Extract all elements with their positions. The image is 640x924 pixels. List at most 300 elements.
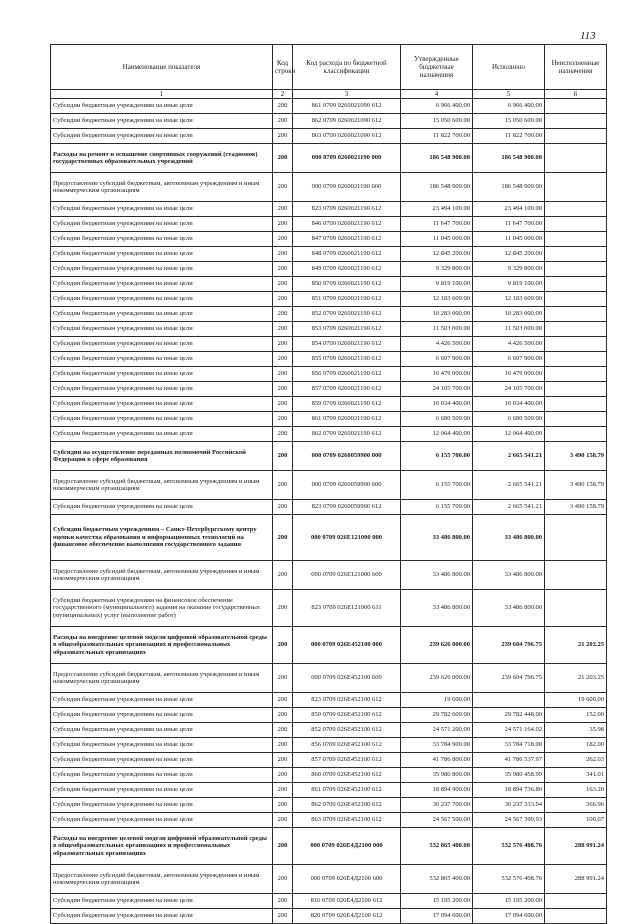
unexecuted-amount-cell: 288 991.24 bbox=[545, 865, 607, 894]
approved-amount-cell: 9 819 100.00 bbox=[401, 277, 473, 292]
line-code-cell: 200 bbox=[273, 114, 293, 129]
table-row bbox=[51, 813, 607, 828]
unexecuted-amount-cell bbox=[545, 397, 607, 412]
executed-amount-cell: 23 494 100.00 bbox=[473, 202, 545, 217]
budget-class-cell: 862 0709 0260021090 612 bbox=[293, 114, 401, 129]
executed-amount-cell: 33 486 800.00 bbox=[473, 561, 545, 590]
line-code-cell: 200 bbox=[273, 99, 293, 114]
approved-amount-cell: 532 865 400.00 bbox=[401, 865, 473, 894]
indicator-name-cell: Предоставление субсидий бюджетным, автономным учреждениям и иным некоммерческим организациям bbox=[51, 471, 273, 500]
line-code-cell: 200 bbox=[273, 664, 293, 693]
indicator-name-cell: Субсидии бюджетным учреждениям на иные цели bbox=[51, 783, 273, 798]
unexecuted-amount-cell bbox=[545, 129, 607, 144]
approved-amount-cell: 15 195 200.00 bbox=[401, 894, 473, 909]
indicator-name-cell: Субсидии бюджетным учреждениям на иные цели bbox=[51, 202, 273, 217]
budget-class-cell: 848 0709 0260021190 612 bbox=[293, 247, 401, 262]
budget-class-cell: 854 0709 0260021190 612 bbox=[293, 337, 401, 352]
budget-class-cell: 857 0709 026Е452100 612 bbox=[293, 753, 401, 768]
indicator-name-cell: Субсидии бюджетным учреждениям на иные цели bbox=[51, 367, 273, 382]
approved-amount-cell: 239 626 000.00 bbox=[401, 627, 473, 664]
header-budget-classification: Код расхода по бюджетной классификации bbox=[293, 45, 401, 90]
unexecuted-amount-cell bbox=[545, 217, 607, 232]
unexecuted-amount-cell: 152.00 bbox=[545, 708, 607, 723]
indicator-name-cell: Субсидии бюджетным учреждениям на иные цели bbox=[51, 693, 273, 708]
unexecuted-amount-cell bbox=[545, 114, 607, 129]
table-row bbox=[51, 202, 607, 217]
executed-amount-cell: 10 283 000.00 bbox=[473, 307, 545, 322]
line-code-cell: 200 bbox=[273, 561, 293, 590]
indicator-name-cell: Субсидии бюджетным учреждениям на иные цели bbox=[51, 738, 273, 753]
budget-class-cell: 859 0709 0260021190 612 bbox=[293, 397, 401, 412]
line-code-cell: 200 bbox=[273, 723, 293, 738]
approved-amount-cell: 4 426 500.00 bbox=[401, 337, 473, 352]
indicator-name-cell: Предоставление субсидий бюджетным, автономным учреждениям и иным некоммерческим организациям bbox=[51, 173, 273, 202]
executed-amount-cell: 239 604 796.75 bbox=[473, 664, 545, 693]
indicator-name-cell: Субсидии бюджетным учреждениям на финансовое обеспечение государственного (муниципального) задания на оказание государственных (муниципальных) услуг (выполнение работ) bbox=[51, 590, 273, 627]
executed-amount-cell: 41 786 537.97 bbox=[473, 753, 545, 768]
executed-amount-cell: 186 548 900.00 bbox=[473, 173, 545, 202]
indicator-name-cell: Субсидии бюджетным учреждениям на иные цели bbox=[51, 247, 273, 262]
budget-class-cell: 851 0709 0260021190 612 bbox=[293, 292, 401, 307]
line-code-cell: 200 bbox=[273, 277, 293, 292]
approved-amount-cell: 41 786 800.00 bbox=[401, 753, 473, 768]
unexecuted-amount-cell bbox=[545, 292, 607, 307]
executed-amount-cell: 15 195 200.00 bbox=[473, 894, 545, 909]
budget-class-cell: 000 0709 026Е121000 600 bbox=[293, 561, 401, 590]
line-code-cell: 200 bbox=[273, 262, 293, 277]
indicator-name-cell: Субсидии бюджетным учреждениям на иные цели bbox=[51, 292, 273, 307]
budget-class-cell: 823 0709 026Е452100 612 bbox=[293, 693, 401, 708]
unexecuted-amount-cell bbox=[545, 367, 607, 382]
budget-class-cell: 857 0709 0260021190 612 bbox=[293, 382, 401, 397]
table-row bbox=[51, 217, 607, 232]
table-row bbox=[51, 322, 607, 337]
executed-amount-cell: 2 665 541.21 bbox=[473, 500, 545, 515]
budget-class-cell: 853 0709 0260021190 612 bbox=[293, 322, 401, 337]
executed-amount-cell: 6 607 900.00 bbox=[473, 352, 545, 367]
unexecuted-amount-cell: 35.98 bbox=[545, 723, 607, 738]
indicator-name-cell: Расходы на ремонт и оснащение спортивных сооружений (стадионов) государственных образовательных учреждений bbox=[51, 144, 273, 173]
unexecuted-amount-cell: 19 600.00 bbox=[545, 693, 607, 708]
header-approved: Утвержденные бюджетные назначения bbox=[401, 45, 473, 90]
line-code-cell: 200 bbox=[273, 627, 293, 664]
line-code-cell: 200 bbox=[273, 442, 293, 471]
line-code-cell: 200 bbox=[273, 337, 293, 352]
indicator-name-cell: Предоставление субсидий бюджетным, автономным учреждениям и иным некоммерческим организациям bbox=[51, 664, 273, 693]
table-row bbox=[51, 500, 607, 515]
indicator-name-cell: Субсидии на осуществление переданных полномочий Российской Федерации в сфере образования bbox=[51, 442, 273, 471]
executed-amount-cell: 532 576 408.76 bbox=[473, 865, 545, 894]
line-code-cell: 200 bbox=[273, 412, 293, 427]
indicator-name-cell: Субсидии бюджетным учреждениям на иные цели bbox=[51, 337, 273, 352]
executed-amount-cell: 2 665 541.21 bbox=[473, 442, 545, 471]
unexecuted-amount-cell bbox=[545, 173, 607, 202]
budget-class-cell: 823 0709 0260021190 612 bbox=[293, 202, 401, 217]
line-code-cell: 200 bbox=[273, 232, 293, 247]
approved-amount-cell: 10 283 000.00 bbox=[401, 307, 473, 322]
unexecuted-amount-cell: 3 490 158.79 bbox=[545, 500, 607, 515]
budget-class-cell: 852 0709 026Е452100 612 bbox=[293, 723, 401, 738]
indicator-name-cell: Субсидии бюджетным учреждениям на иные цели bbox=[51, 382, 273, 397]
table-row bbox=[51, 277, 607, 292]
table-row bbox=[51, 909, 607, 924]
executed-amount-cell: 6 680 500.00 bbox=[473, 412, 545, 427]
table-row bbox=[51, 798, 607, 813]
approved-amount-cell: 11 045 000.00 bbox=[401, 232, 473, 247]
unexecuted-amount-cell bbox=[545, 427, 607, 442]
column-number: 5 bbox=[473, 90, 545, 99]
table-row bbox=[51, 738, 607, 753]
approved-amount-cell: 12 183 600.00 bbox=[401, 292, 473, 307]
approved-amount-cell: 6 607 900.00 bbox=[401, 352, 473, 367]
unexecuted-amount-cell bbox=[545, 144, 607, 173]
approved-amount-cell: 24 105 700.00 bbox=[401, 382, 473, 397]
column-number: 3 bbox=[293, 90, 401, 99]
approved-amount-cell: 9 329 800.00 bbox=[401, 262, 473, 277]
table-row bbox=[51, 828, 607, 865]
executed-amount-cell: 9 329 800.00 bbox=[473, 262, 545, 277]
budget-class-cell: 852 0709 0260021190 612 bbox=[293, 307, 401, 322]
line-code-cell: 200 bbox=[273, 753, 293, 768]
executed-amount-cell: 12 064 400.00 bbox=[473, 427, 545, 442]
approved-amount-cell: 19 600.00 bbox=[401, 693, 473, 708]
budget-class-cell: 849 0709 0260021190 612 bbox=[293, 262, 401, 277]
line-code-cell: 200 bbox=[273, 768, 293, 783]
approved-amount-cell: 35 980 800.00 bbox=[401, 768, 473, 783]
approved-amount-cell: 23 494 100.00 bbox=[401, 202, 473, 217]
table-row bbox=[51, 865, 607, 894]
approved-amount-cell: 33 486 800.00 bbox=[401, 590, 473, 627]
table-row bbox=[51, 173, 607, 202]
table-row bbox=[51, 129, 607, 144]
table-row bbox=[51, 723, 607, 738]
budget-class-cell: 862 0709 0260021190 612 bbox=[293, 427, 401, 442]
budget-class-cell: 847 0709 0260021190 612 bbox=[293, 232, 401, 247]
unexecuted-amount-cell: 288 991.24 bbox=[545, 828, 607, 865]
budget-class-cell: 000 0709 0260021190 600 bbox=[293, 173, 401, 202]
approved-amount-cell: 12 845 200.00 bbox=[401, 247, 473, 262]
approved-amount-cell: 532 865 400.00 bbox=[401, 828, 473, 865]
approved-amount-cell: 6 966 400.00 bbox=[401, 99, 473, 114]
executed-amount-cell: 6 966 400.00 bbox=[473, 99, 545, 114]
line-code-cell: 200 bbox=[273, 828, 293, 865]
approved-amount-cell: 24 567 500.00 bbox=[401, 813, 473, 828]
line-code-cell: 200 bbox=[273, 708, 293, 723]
executed-amount-cell: 15 050 600.00 bbox=[473, 114, 545, 129]
approved-amount-cell: 11 647 700.00 bbox=[401, 217, 473, 232]
approved-amount-cell: 6 155 700.00 bbox=[401, 500, 473, 515]
indicator-name-cell: Субсидии бюджетным учреждениям на иные цели bbox=[51, 99, 273, 114]
line-code-cell: 200 bbox=[273, 202, 293, 217]
indicator-name-cell: Субсидии бюджетным учреждениям на иные цели bbox=[51, 322, 273, 337]
executed-amount-cell: 30 237 333.04 bbox=[473, 798, 545, 813]
column-number-row bbox=[51, 90, 607, 99]
indicator-name-cell: Субсидии бюджетным учреждениям на иные цели bbox=[51, 352, 273, 367]
approved-amount-cell: 33 486 800.00 bbox=[401, 561, 473, 590]
table-row bbox=[51, 337, 607, 352]
table-row bbox=[51, 693, 607, 708]
header-indicator-name: Наименование показателя bbox=[51, 45, 273, 90]
approved-amount-cell: 18 894 900.00 bbox=[401, 783, 473, 798]
executed-amount-cell: 11 503 000.00 bbox=[473, 322, 545, 337]
executed-amount-cell: 29 782 448.00 bbox=[473, 708, 545, 723]
executed-amount-cell: 9 819 100.00 bbox=[473, 277, 545, 292]
column-number: 2 bbox=[273, 90, 293, 99]
header-executed: Исполнено bbox=[473, 45, 545, 90]
unexecuted-amount-cell bbox=[545, 277, 607, 292]
budget-class-cell: 820 0709 026Е4Д2100 612 bbox=[293, 909, 401, 924]
indicator-name-cell: Субсидии бюджетным учреждениям на иные цели bbox=[51, 798, 273, 813]
indicator-name-cell: Субсидии бюджетным учреждениям на иные цели bbox=[51, 813, 273, 828]
line-code-cell: 200 bbox=[273, 427, 293, 442]
line-code-cell: 200 bbox=[273, 144, 293, 173]
line-code-cell: 200 bbox=[273, 590, 293, 627]
indicator-name-cell: Расходы на внедрение целевой модели цифровой образовательной среды в общеобразовательных организациях и профессиональных образовательных организациях bbox=[51, 828, 273, 865]
table-row bbox=[51, 753, 607, 768]
unexecuted-amount-cell bbox=[545, 232, 607, 247]
line-code-cell: 200 bbox=[273, 865, 293, 894]
unexecuted-amount-cell: 163.20 bbox=[545, 783, 607, 798]
budget-class-cell: 000 0709 026Е4Д2100 600 bbox=[293, 865, 401, 894]
table-row bbox=[51, 307, 607, 322]
table-row bbox=[51, 292, 607, 307]
unexecuted-amount-cell: 366.96 bbox=[545, 798, 607, 813]
approved-amount-cell: 11 503 000.00 bbox=[401, 322, 473, 337]
budget-class-cell: 823 0709 026Е121000 611 bbox=[293, 590, 401, 627]
line-code-cell: 200 bbox=[273, 367, 293, 382]
executed-amount-cell: 11 822 700.00 bbox=[473, 129, 545, 144]
table-row bbox=[51, 515, 607, 561]
unexecuted-amount-cell: 3 490 158.79 bbox=[545, 471, 607, 500]
table-row bbox=[51, 471, 607, 500]
table-row bbox=[51, 664, 607, 693]
approved-amount-cell: 6 155 700.00 bbox=[401, 442, 473, 471]
budget-class-cell: 000 0709 026Е4Д2100 000 bbox=[293, 828, 401, 865]
budget-class-cell: 850 0709 0260021190 612 bbox=[293, 277, 401, 292]
approved-amount-cell: 17 094 600.00 bbox=[401, 909, 473, 924]
executed-amount-cell: 11 647 700.00 bbox=[473, 217, 545, 232]
budget-class-cell: 862 0709 026Е452100 612 bbox=[293, 798, 401, 813]
line-code-cell: 200 bbox=[273, 894, 293, 909]
executed-amount-cell: 24 571 164.02 bbox=[473, 723, 545, 738]
approved-amount-cell: 6 155 700.00 bbox=[401, 471, 473, 500]
unexecuted-amount-cell bbox=[545, 909, 607, 924]
line-code-cell: 200 bbox=[273, 307, 293, 322]
table-row bbox=[51, 382, 607, 397]
approved-amount-cell: 10 034 400.00 bbox=[401, 397, 473, 412]
executed-amount-cell: 2 665 541.21 bbox=[473, 471, 545, 500]
indicator-name-cell: Субсидии бюджетным учреждениям на иные цели bbox=[51, 262, 273, 277]
unexecuted-amount-cell bbox=[545, 247, 607, 262]
line-code-cell: 200 bbox=[273, 515, 293, 561]
header-unexecuted: Неисполненные назначения bbox=[545, 45, 607, 90]
table-row bbox=[51, 627, 607, 664]
budget-class-cell: 856 0709 026Е452100 612 bbox=[293, 738, 401, 753]
indicator-name-cell: Предоставление субсидий бюджетным, автономным учреждениям и иным некоммерческим организациям bbox=[51, 561, 273, 590]
unexecuted-amount-cell bbox=[545, 307, 607, 322]
table-row bbox=[51, 367, 607, 382]
executed-amount-cell: 35 980 458.99 bbox=[473, 768, 545, 783]
budget-class-cell: 861 0709 0260021090 612 bbox=[293, 99, 401, 114]
column-number: 1 bbox=[51, 90, 273, 99]
approved-amount-cell: 29 782 600.00 bbox=[401, 708, 473, 723]
unexecuted-amount-cell bbox=[545, 894, 607, 909]
table-row bbox=[51, 590, 607, 627]
budget-class-cell: 000 0709 0260059900 600 bbox=[293, 471, 401, 500]
indicator-name-cell: Субсидии бюджетным учреждениям на иные цели bbox=[51, 129, 273, 144]
line-code-cell: 200 bbox=[273, 909, 293, 924]
executed-amount-cell: 33 486 800.00 bbox=[473, 590, 545, 627]
executed-amount-cell: 186 548 900.00 bbox=[473, 144, 545, 173]
indicator-name-cell: Субсидии бюджетным учреждениям на иные цели bbox=[51, 708, 273, 723]
line-code-cell: 200 bbox=[273, 738, 293, 753]
line-code-cell: 200 bbox=[273, 798, 293, 813]
unexecuted-amount-cell bbox=[545, 202, 607, 217]
unexecuted-amount-cell bbox=[545, 515, 607, 561]
indicator-name-cell: Расходы на внедрение целевой модели цифровой образовательной среды в общеобразовательных организациях и профессиональных образовательных организациях bbox=[51, 627, 273, 664]
executed-amount-cell: 10 479 000.00 bbox=[473, 367, 545, 382]
unexecuted-amount-cell: 21 203.25 bbox=[545, 664, 607, 693]
unexecuted-amount-cell: 341.01 bbox=[545, 768, 607, 783]
executed-amount-cell: 10 034 400.00 bbox=[473, 397, 545, 412]
column-number: 6 bbox=[545, 90, 607, 99]
budget-class-cell: 855 0709 0260021190 612 bbox=[293, 352, 401, 367]
indicator-name-cell: Субсидии бюджетным учреждениям на иные цели bbox=[51, 217, 273, 232]
indicator-name-cell: Субсидии бюджетным учреждениям на иные цели bbox=[51, 768, 273, 783]
table-row bbox=[51, 783, 607, 798]
unexecuted-amount-cell: 262.03 bbox=[545, 753, 607, 768]
approved-amount-cell: 10 479 000.00 bbox=[401, 367, 473, 382]
line-code-cell: 200 bbox=[273, 129, 293, 144]
budget-class-cell: 823 0709 0260059900 612 bbox=[293, 500, 401, 515]
indicator-name-cell: Субсидии бюджетным учреждениям на иные цели bbox=[51, 753, 273, 768]
budget-class-cell: 861 0709 026Е452100 612 bbox=[293, 783, 401, 798]
unexecuted-amount-cell: 3 490 158.79 bbox=[545, 442, 607, 471]
unexecuted-amount-cell bbox=[545, 561, 607, 590]
indicator-name-cell: Субсидии бюджетным учреждениям на иные цели bbox=[51, 427, 273, 442]
indicator-name-cell: Субсидии бюджетным учреждениям на иные цели bbox=[51, 909, 273, 924]
executed-amount-cell: 532 576 408.76 bbox=[473, 828, 545, 865]
unexecuted-amount-cell bbox=[545, 412, 607, 427]
line-code-cell: 200 bbox=[273, 173, 293, 202]
budget-execution-table bbox=[50, 44, 607, 924]
approved-amount-cell: 186 548 900.00 bbox=[401, 173, 473, 202]
table-row bbox=[51, 144, 607, 173]
unexecuted-amount-cell: 21 203.25 bbox=[545, 627, 607, 664]
unexecuted-amount-cell bbox=[545, 262, 607, 277]
table-body bbox=[51, 99, 607, 924]
approved-amount-cell: 11 822 700.00 bbox=[401, 129, 473, 144]
budget-class-cell: 856 0709 0260021190 612 bbox=[293, 367, 401, 382]
approved-amount-cell: 239 626 000.00 bbox=[401, 664, 473, 693]
column-number: 4 bbox=[401, 90, 473, 99]
indicator-name-cell: Субсидии бюджетным учреждениям на иные цели bbox=[51, 397, 273, 412]
header-line-code: Код строки bbox=[273, 45, 293, 90]
budget-class-cell: 863 0709 0260021090 612 bbox=[293, 129, 401, 144]
budget-class-cell: 863 0709 026Е452100 612 bbox=[293, 813, 401, 828]
approved-amount-cell: 30 237 700.00 bbox=[401, 798, 473, 813]
executed-amount-cell: 24 105 700.00 bbox=[473, 382, 545, 397]
budget-class-cell: 000 0709 026Е452100 600 bbox=[293, 664, 401, 693]
budget-class-cell: 850 0709 026Е452100 612 bbox=[293, 708, 401, 723]
approved-amount-cell: 33 784 900.00 bbox=[401, 738, 473, 753]
executed-amount-cell: 12 183 600.00 bbox=[473, 292, 545, 307]
approved-amount-cell: 186 548 900.00 bbox=[401, 144, 473, 173]
line-code-cell: 200 bbox=[273, 382, 293, 397]
table-row bbox=[51, 412, 607, 427]
table-row bbox=[51, 708, 607, 723]
approved-amount-cell: 15 050 600.00 bbox=[401, 114, 473, 129]
indicator-name-cell: Субсидии бюджетным учреждениям на иные цели bbox=[51, 307, 273, 322]
unexecuted-amount-cell: 100.07 bbox=[545, 813, 607, 828]
indicator-name-cell: Субсидии бюджетным учреждениям на иные цели bbox=[51, 232, 273, 247]
approved-amount-cell: 33 486 800.00 bbox=[401, 515, 473, 561]
line-code-cell: 200 bbox=[273, 352, 293, 367]
budget-class-cell: 846 0709 0260021190 612 bbox=[293, 217, 401, 232]
budget-class-cell: 816 0709 026Е4Д2100 612 bbox=[293, 894, 401, 909]
table-row bbox=[51, 427, 607, 442]
table-row bbox=[51, 99, 607, 114]
line-code-cell: 200 bbox=[273, 471, 293, 500]
unexecuted-amount-cell bbox=[545, 590, 607, 627]
table-row bbox=[51, 768, 607, 783]
executed-amount-cell: 33 784 718.00 bbox=[473, 738, 545, 753]
unexecuted-amount-cell bbox=[545, 337, 607, 352]
executed-amount-cell: 24 567 399.93 bbox=[473, 813, 545, 828]
line-code-cell: 200 bbox=[273, 217, 293, 232]
executed-amount-cell: 4 426 500.00 bbox=[473, 337, 545, 352]
indicator-name-cell: Субсидии бюджетным учреждениям на иные цели bbox=[51, 277, 273, 292]
line-code-cell: 200 bbox=[273, 783, 293, 798]
table-row bbox=[51, 262, 607, 277]
page-number: 113 bbox=[580, 30, 596, 42]
table-row bbox=[51, 442, 607, 471]
indicator-name-cell: Субсидии бюджетным учреждениям на иные цели bbox=[51, 114, 273, 129]
indicator-name-cell: Субсидии бюджетным учреждениям на иные цели bbox=[51, 723, 273, 738]
unexecuted-amount-cell bbox=[545, 352, 607, 367]
table-row bbox=[51, 114, 607, 129]
approved-amount-cell: 12 064 400.00 bbox=[401, 427, 473, 442]
approved-amount-cell: 6 680 500.00 bbox=[401, 412, 473, 427]
line-code-cell: 200 bbox=[273, 813, 293, 828]
line-code-cell: 200 bbox=[273, 397, 293, 412]
table-row bbox=[51, 894, 607, 909]
executed-amount-cell: 18 894 736.80 bbox=[473, 783, 545, 798]
table-row bbox=[51, 232, 607, 247]
unexecuted-amount-cell bbox=[545, 382, 607, 397]
line-code-cell: 200 bbox=[273, 693, 293, 708]
budget-class-cell: 000 0709 026Е452100 000 bbox=[293, 627, 401, 664]
table-header-row bbox=[51, 45, 607, 90]
indicator-name-cell: Субсидии бюджетным учреждениям на иные цели bbox=[51, 500, 273, 515]
executed-amount-cell: 33 486 800.00 bbox=[473, 515, 545, 561]
approved-amount-cell: 24 571 200.00 bbox=[401, 723, 473, 738]
budget-class-cell: 000 0709 026Е121000 000 bbox=[293, 515, 401, 561]
unexecuted-amount-cell bbox=[545, 322, 607, 337]
table-row bbox=[51, 397, 607, 412]
indicator-name-cell: Субсидии бюджетным учреждениям на иные цели bbox=[51, 894, 273, 909]
executed-amount-cell: 17 094 600.00 bbox=[473, 909, 545, 924]
indicator-name-cell: Субсидии бюджетным учреждениям на иные цели bbox=[51, 412, 273, 427]
unexecuted-amount-cell bbox=[545, 99, 607, 114]
indicator-name-cell: Предоставление субсидий бюджетным, автономным учреждениям и иным некоммерческим организациям bbox=[51, 865, 273, 894]
unexecuted-amount-cell: 182.00 bbox=[545, 738, 607, 753]
budget-class-cell: 000 0709 0260059900 000 bbox=[293, 442, 401, 471]
executed-amount-cell: 12 845 200.00 bbox=[473, 247, 545, 262]
line-code-cell: 200 bbox=[273, 322, 293, 337]
executed-amount-cell bbox=[473, 693, 545, 708]
table-row bbox=[51, 352, 607, 367]
